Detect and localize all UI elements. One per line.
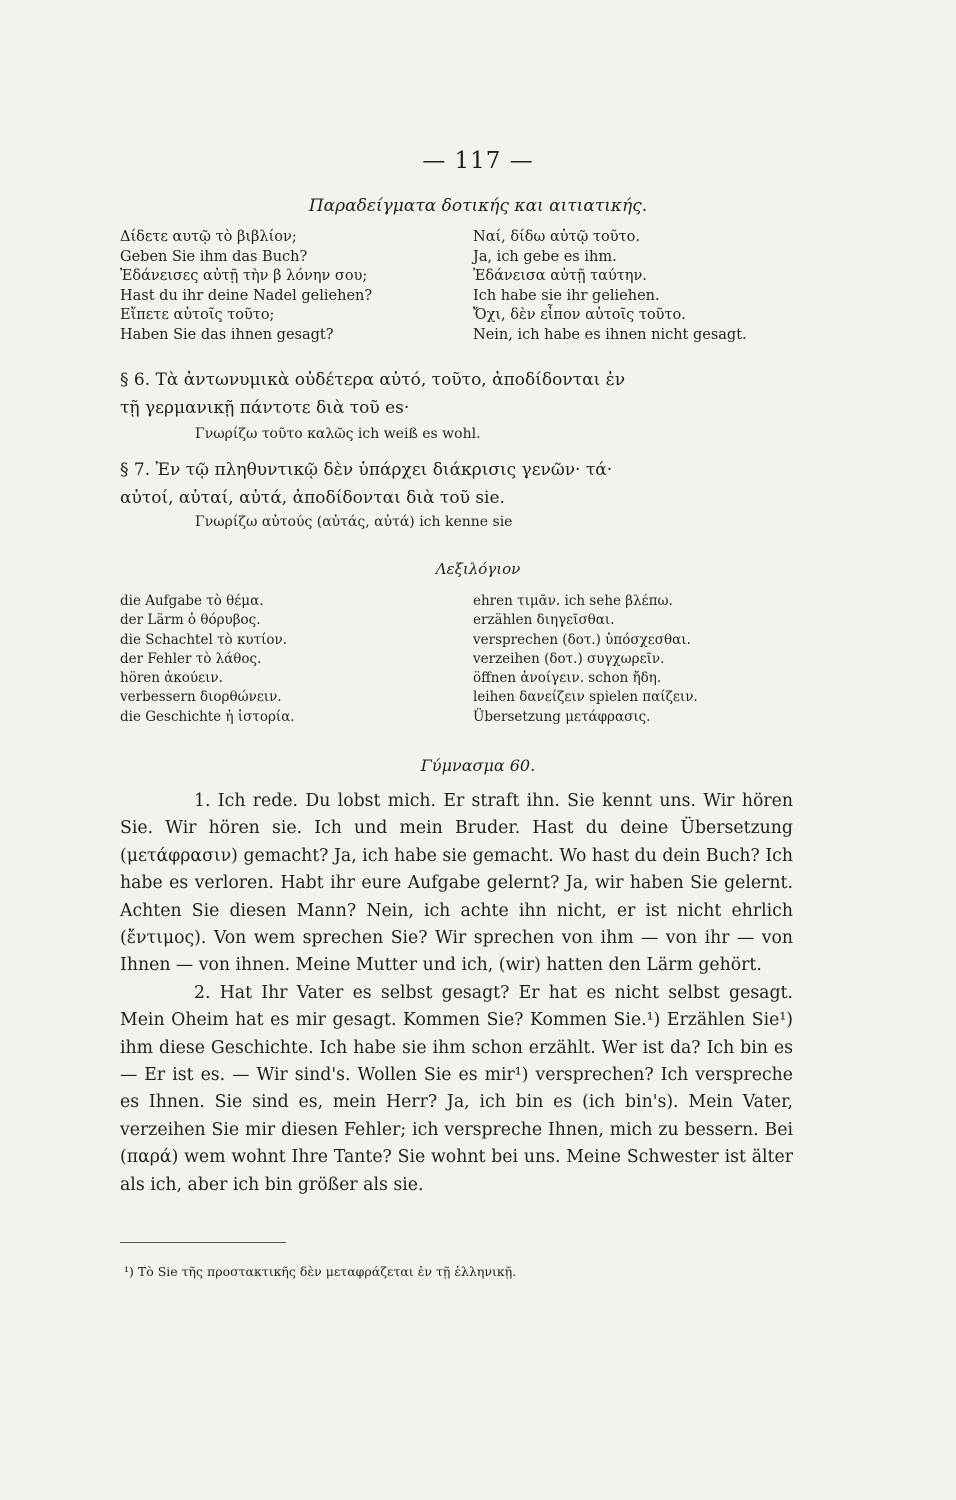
page-number: — 117 —: [422, 148, 534, 174]
vocabulary-row: [120, 631, 760, 650]
exercise-paragraph-1: 1. Ich rede. Du lobst mich. Er straft ihn. Sie kennt uns. Wir hören Sie. Wir hören sie. Ich und mein Bruder. Hast du deine Übersetzung (μετάφρασιν) gemacht? Ja, ich habe sie gemacht. Wo hast du dein Buch? Ich habe es verloren. Habt ihr eure Aufgabe gelernt? Ja, wir haben Sie gelernt. Achten Sie diesen Mann? Nein, ich achte ihn nicht, er ist nicht ehrlich (ἔντιμος). Von wem sprechen Sie? Wir sprechen von ihm — von ihr — von Ihnen — von ihnen. Meine Mutter und ich, (wir) hatten den Lärm gehört.: [120, 791, 793, 976]
exercise-heading: Γύμνασμα 60.: [420, 756, 536, 775]
example-answer: Ἐδάνεισα αὐτῇ ταύτην.: [473, 268, 647, 285]
vocabulary-entry: die Geschichte ἡ ἱστορία.: [120, 708, 295, 725]
vocabulary-entry: verbessern διορθώνειν.: [120, 689, 282, 706]
vocabulary-entry: die Aufgabe τὸ θέμα.: [120, 593, 264, 609]
vocabulary-entry: die Schachtel τὸ κυτίον.: [120, 631, 287, 648]
vocabulary-entry: ehren τιμᾶν. ich sehe βλέπω.: [473, 593, 673, 609]
examples-heading: Παραδείγματα δοτικής και αιτιατικής.: [308, 196, 648, 216]
vocabulary-entry: hören ἀκούειν.: [120, 670, 223, 687]
footnote-divider: [120, 1242, 286, 1243]
vocabulary-entry: leihen δανείζειν spielen παίζειν.: [473, 689, 698, 706]
example-question: Geben Sie ihm das Buch?: [120, 248, 308, 265]
example-pair: [120, 248, 760, 268]
example-question: Δίδετε αυτῷ τὸ βιβλίον;: [120, 229, 297, 245]
vocabulary-row: [120, 592, 760, 611]
vocabulary-entry: verzeihen (δοτ.) συγχωρεῖν.: [473, 650, 665, 667]
vocabulary-entry: der Lärm ὁ θόρυβος.: [120, 612, 261, 629]
example-question: Ἐδάνεισες αὐτῇ τὴν β λόνην σου;: [120, 268, 368, 285]
section-7-line-2: αὐτοί, αὐταί, αὐτά, ἀποδίδονται διὰ τοῦ sie.: [120, 488, 505, 508]
section-6-line-2: τῇ γερμανικῇ πάντοτε διὰ τοῦ es·: [120, 398, 410, 418]
section-7-rule: [120, 456, 800, 512]
example-question: Εἴπετε αὐτοῖς τοῦτο;: [120, 307, 275, 324]
example-answer: Ὄχι, δὲν εἶπον αὐτοῖς τοῦτο.: [473, 307, 686, 324]
example-question: Haben Sie das ihnen gesagt?: [120, 326, 334, 343]
exercise-paragraph-2: 2. Hat Ihr Vater es selbst gesagt? Er hat es nicht selbst gesagt. Mein Oheim hat es mir gesagt. Kommen Sie? Kommen Sie.¹) Erzählen Sie¹) ihm diese Geschichte. Ich habe sie ihm schon erzählt. Wer ist da? Ich bin es — Er ist es. — Wir sind's. Wollen Sie es mir¹) versprechen? Ich verspreche es Ihnen. Sie sind es, mein Herr? Ja, ich bin es (ich bin's). Mein Vater, verzeihen Sie mir diesen Fehler; ich verspreche Ihnen, mich zu bessern. Bei (παρά) wem wohnt Ihre Tante? Sie wohnt bei uns. Meine Schwester ist älter als ich, aber ich bin größer als sie.: [120, 982, 793, 1195]
exercise-text: [120, 788, 793, 1199]
section-6-line-1: § 6. Τὰ ἀντωνυμικὰ οὐδέτερα αὐτό, τοῦτο, ἀποδίδονται ἐν: [120, 370, 626, 390]
example-answer: Nein, ich habe es ihnen nicht gesagt.: [473, 326, 747, 343]
example-pair: [120, 267, 760, 287]
example-pair: [120, 228, 760, 248]
vocabulary-row: [120, 669, 760, 688]
example-question: Hast du ihr deine Nadel geliehen?: [120, 287, 373, 304]
example-answer: Ich habe sie ihr geliehen.: [473, 287, 660, 304]
vocabulary-row: [120, 708, 760, 727]
vocabulary-row: [120, 688, 760, 707]
vocabulary-entry: Übersetzung μετάφρασις.: [473, 708, 651, 725]
vocabulary-entry: öffnen ἀνοίγειν. schon ἤδη.: [473, 670, 662, 687]
section-6-example: Γνωρίζω τοῦτο καλῶς ich weiß es wohl.: [195, 426, 481, 442]
section-7-example: Γνωρίζω αὐτούς (αὐτάς, αὐτά) ich kenne sie: [195, 514, 513, 530]
vocabulary-entry: der Fehler τὸ λάθος.: [120, 650, 262, 667]
example-pair: [120, 306, 760, 326]
vocabulary-entry: erzählen διηγεῖσθαι.: [473, 612, 615, 629]
example-pair: [120, 326, 760, 346]
example-answer: Ja, ich gebe es ihm.: [473, 248, 617, 265]
vocabulary-row: [120, 611, 760, 630]
section-7-line-1: § 7. Ἐν τῷ πληθυντικῷ δὲν ὑπάρχει διάκρισις γενῶν· τά·: [120, 460, 613, 480]
section-6-rule: [120, 366, 800, 422]
example-answer: Ναί, δίδω αὐτῷ τοῦτο.: [473, 229, 640, 245]
example-pair: [120, 287, 760, 307]
vocabulary-list: [120, 592, 760, 727]
vocabulary-row: [120, 650, 760, 669]
example-pairs: [120, 228, 760, 346]
vocabulary-heading: Λεξιλόγιον: [435, 560, 521, 578]
vocabulary-entry: versprechen (δοτ.) ὑπόσχεσθαι.: [473, 631, 691, 648]
footnote: ¹) Τὸ Sie τῆς προστακτικῆς δὲν μεταφράζεται ἐν τῇ ἑλληνικῇ.: [124, 1264, 517, 1279]
